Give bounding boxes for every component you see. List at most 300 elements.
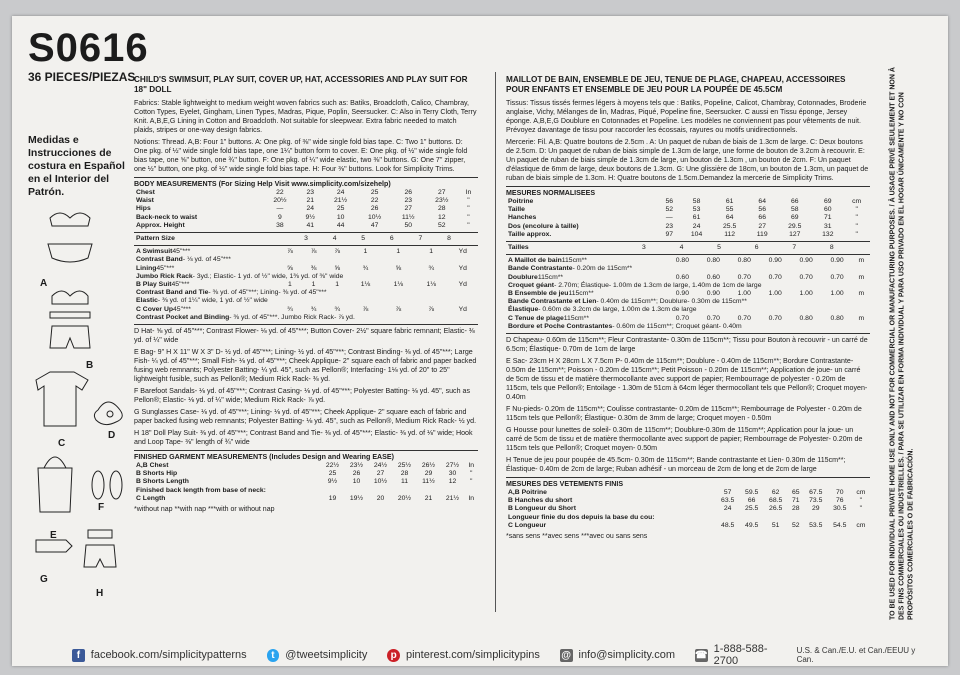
en-footnote: *without nap **with nap ***with or without nap bbox=[134, 506, 275, 514]
garment-illustrations bbox=[28, 200, 128, 600]
fr-yard-value: 0.70 bbox=[737, 273, 751, 281]
en-body-label: Hips bbox=[136, 205, 151, 213]
fr-mes-value: 64 bbox=[725, 214, 734, 222]
view-label-e: E bbox=[50, 530, 57, 541]
fr-yard-row bbox=[506, 306, 870, 314]
en-yard-value: 1⅛ bbox=[360, 281, 371, 289]
phone-region: U.S. & Can./E.U. et Can./EEUU y Can. bbox=[796, 646, 916, 664]
en-body-value: 11½ bbox=[401, 213, 415, 221]
fr-yard-value: 0.80 bbox=[675, 257, 689, 265]
fr-yardage-table bbox=[506, 257, 870, 331]
view-label-d: D bbox=[108, 430, 116, 441]
en-body-value: 24 bbox=[306, 205, 315, 213]
en-yard-label: Lining45"*** bbox=[136, 264, 175, 272]
fr-mes-value: 29.5 bbox=[788, 222, 802, 230]
fr-fin-value: 29 bbox=[811, 505, 820, 513]
en-body-value: 21 bbox=[306, 197, 315, 205]
en-fin-unit: In bbox=[468, 494, 475, 502]
en-yard-row bbox=[134, 306, 478, 314]
en-fin-value: 27 bbox=[376, 470, 385, 478]
fr-fin-value: 73.5 bbox=[809, 497, 823, 505]
fr-fin-row bbox=[506, 489, 870, 497]
footer-contacts bbox=[72, 643, 932, 667]
en-yard-value: ¾ bbox=[310, 305, 317, 313]
en-yard-label: Contrast Band- ⅛ yd. of 45"*** bbox=[136, 256, 231, 264]
en-yard-value: ⅝ bbox=[334, 264, 340, 272]
en-yard-value: ¾ bbox=[334, 305, 340, 313]
fr-fin-unit bbox=[852, 514, 870, 522]
fr-fin-value: 52 bbox=[791, 521, 800, 529]
en-body-value: 25 bbox=[336, 205, 345, 213]
fr-fin-value bbox=[828, 514, 852, 522]
en-yard-row bbox=[134, 248, 478, 256]
en-fin-label: B Shorts Length bbox=[136, 478, 189, 486]
fr-yard-unit: m bbox=[858, 314, 865, 322]
en-yard-value: ¾ bbox=[287, 305, 293, 313]
en-acc-item: H 18" Doll Play Suit- ⅜ yd. of 45"***; Contrast Band and Tie- ⅜ yd. of 45"***; Elastic- ⅜ yd. of ⅛" wide; Hook and Loop Tape- ⅜" length of ¾" wide bbox=[134, 429, 473, 447]
en-body-label: Waist bbox=[136, 197, 154, 205]
en-yard-label: Elastic- ⅜ yd. of 1¼" wide, 1 yd. of ½" wide bbox=[136, 297, 268, 305]
en-fin-value: 25½ bbox=[397, 462, 412, 470]
fr-fin-value: 51 bbox=[771, 521, 780, 529]
fr-fin-unit: cm bbox=[856, 489, 866, 497]
en-yard-row bbox=[134, 314, 478, 322]
fr-yard-row bbox=[506, 274, 870, 282]
fr-mes-value: 31 bbox=[824, 222, 832, 230]
en-fin-value bbox=[369, 487, 393, 495]
en-yard-value: 1 bbox=[363, 248, 368, 256]
en-body-value: 28 bbox=[438, 205, 446, 213]
fr-fin-value: 70 bbox=[835, 489, 844, 497]
en-body-value: 10½ bbox=[368, 213, 382, 221]
en-body-value: 20½ bbox=[273, 197, 287, 205]
fr-mes-value: 58 bbox=[790, 206, 799, 214]
en-fin-unit bbox=[465, 487, 479, 495]
twitter-icon: t bbox=[267, 649, 280, 662]
fr-yard-row bbox=[506, 323, 870, 331]
en-fin-value: 23½ bbox=[349, 462, 364, 470]
en-body-value: 21½ bbox=[333, 197, 348, 205]
fr-yard-value: 0.70 bbox=[799, 273, 813, 281]
en-body-row bbox=[134, 214, 478, 222]
fr-accessories bbox=[506, 336, 870, 474]
fr-fin-label: B Longueur du Short bbox=[508, 505, 576, 513]
usage-disclaimer-text: TO BE USED FOR INDIVIDUAL PRIVATE HOME USE ONLY AND NOT FOR COMMERCIAL OR MANUFACTURING PURPOSES. / À USAGE PRIVÉ SEULEMENT ET NON À DES FINS COMMERCIALES OU INDUSTRIELLES. / PARA SE UTILIZAR EN FORMA INDIVIDUAL Y PARA USO PRIVADO EN EL HOGAR ÚNICAMENTE Y NO CON PROPÓSITOS COMERCIALES O DE FABRICACIÓN. bbox=[889, 67, 915, 620]
en-yard-label: C Cover Up45"*** bbox=[136, 305, 191, 313]
en-size-value: 5 bbox=[361, 235, 366, 243]
en-acc-item: D Hat- ⅝ yd. of 45"***; Contrast Flower- ⅛ yd. of 45"***; Button Cover- 2½" square fabric remnant; Elastic- ⅜ yd. of ¼" wide bbox=[134, 327, 475, 345]
fr-mes-row bbox=[506, 206, 870, 214]
fr-fin-value: 53.5 bbox=[809, 521, 823, 529]
view-label-a: A bbox=[40, 278, 48, 289]
en-yard-value: ⅞ bbox=[334, 248, 340, 256]
en-body-row bbox=[134, 189, 478, 197]
en-size-row bbox=[134, 235, 478, 243]
facebook-link[interactable]: facebook.com/simplicitypatterns bbox=[90, 649, 247, 661]
fr-yard-row bbox=[506, 282, 870, 290]
en-fin-value bbox=[393, 487, 417, 495]
fr-fin-value: 30.5 bbox=[833, 505, 847, 513]
en-body-title: BODY MEASUREMENTS (For Sizing Help Visit www.simplicity.com/sizehelp) bbox=[134, 180, 391, 188]
fr-mes-value: 69 bbox=[824, 198, 832, 205]
en-size-table bbox=[134, 235, 478, 243]
fr-fin-value: 65 bbox=[791, 489, 800, 497]
fr-yard-value: 1.00 bbox=[768, 290, 782, 298]
fr-yard-value: 1.00 bbox=[830, 290, 844, 298]
fr-fin-label: Longueur finie du dos depuis la base du cou: bbox=[508, 513, 655, 521]
fr-fin-value: 66 bbox=[747, 497, 756, 505]
en-body-value: 22 bbox=[276, 189, 284, 196]
fr-yard-unit: m bbox=[858, 290, 865, 298]
en-fin-value bbox=[441, 487, 465, 495]
en-body-value: 12 bbox=[438, 213, 446, 221]
en-fin-unit: " bbox=[470, 470, 473, 478]
fr-fin-row bbox=[506, 497, 870, 505]
en-fin-value: 20 bbox=[376, 494, 385, 502]
fr-yard-value: 0.80 bbox=[830, 314, 844, 322]
fr-yard-unit: m bbox=[858, 257, 865, 265]
fr-mes-value: 56 bbox=[665, 198, 674, 205]
fr-mes-label: Taille bbox=[508, 206, 525, 214]
fr-mes-row bbox=[506, 198, 870, 206]
fr-yard-value: 1.00 bbox=[737, 290, 751, 298]
fr-fin-value bbox=[804, 514, 828, 522]
fr-yard-value: 0.90 bbox=[675, 290, 689, 298]
email-link[interactable]: info@simplicity.com bbox=[578, 649, 676, 661]
fr-yard-value: 0.70 bbox=[706, 314, 720, 322]
en-finished-table bbox=[134, 462, 478, 503]
en-yard-value: ¾ bbox=[362, 264, 369, 272]
en-body-value: 9½ bbox=[305, 213, 315, 221]
pinterest-icon: p bbox=[387, 649, 400, 662]
fr-fin-value: 68.5 bbox=[769, 497, 783, 505]
fr-mes-value: 71 bbox=[824, 214, 832, 222]
fr-yard-label: Élastique- 0.60m de 3.2cm de large, 1.00m de 1.3cm de large bbox=[508, 306, 697, 314]
fr-mes-value: 132 bbox=[822, 230, 834, 238]
fr-fin-value: 63.5 bbox=[721, 497, 735, 505]
fr-fin-row bbox=[506, 514, 870, 522]
fr-fin-value bbox=[740, 514, 764, 522]
en-fin-value: 20½ bbox=[397, 494, 412, 502]
en-yard-unit: Yd bbox=[458, 264, 467, 272]
fr-fin-value: 49.5 bbox=[745, 521, 759, 529]
en-yard-row bbox=[134, 281, 478, 289]
fr-yard-value: 1.00 bbox=[799, 290, 813, 298]
fr-mes-value: 69 bbox=[790, 214, 799, 222]
fr-mes-value: 61 bbox=[725, 198, 734, 205]
view-label-b: B bbox=[86, 360, 94, 371]
french-column bbox=[506, 75, 870, 541]
en-yard-label: Contrast Pocket and Binding- ⅜ yd. of 45"***. Jumbo Rick Rack- ⅞ yd. bbox=[136, 313, 355, 321]
fr-mes-value: 25.5 bbox=[723, 222, 737, 230]
piece-count: 36 PIECES/PIEZAS bbox=[28, 70, 136, 84]
en-body-value: 23 bbox=[404, 197, 412, 205]
en-fin-unit: " bbox=[470, 478, 473, 486]
fr-mes-value: 60 bbox=[824, 206, 832, 214]
fr-yard-value: 0.80 bbox=[799, 314, 813, 322]
view-label-f: F bbox=[98, 502, 105, 513]
fr-mes-unit: " bbox=[855, 206, 858, 214]
en-fin-value: 19½ bbox=[349, 494, 364, 502]
fr-yard-value: 0.80 bbox=[706, 257, 720, 265]
fr-mes-value: 61 bbox=[692, 214, 701, 222]
fr-fin-value: 59.5 bbox=[745, 489, 759, 497]
en-yard-value: ⅞ bbox=[362, 305, 369, 313]
fr-fin-value bbox=[788, 514, 804, 522]
en-body-value: 41 bbox=[306, 221, 315, 229]
fr-mes-unit: cm bbox=[852, 198, 862, 205]
en-yard-value: ⅜ bbox=[310, 264, 317, 272]
en-acc-item: G Sunglasses Case- ⅛ yd. of 45"***; Lining- ⅛ yd. of 45"***; Cheek Applique- 2" square each of fabric and paper backed fusing web remnants; Polyester Batting- ⅛ yd. 45", such as Pellon®, Medium Rick Rack- ½ yd. bbox=[134, 408, 477, 426]
view-label-h: H bbox=[96, 588, 104, 599]
en-yard-unit: Yd bbox=[458, 248, 467, 256]
fr-yard-value: 0.70 bbox=[768, 314, 782, 322]
en-body-label: Chest bbox=[136, 189, 155, 196]
en-yard-value: ⅝ bbox=[287, 264, 293, 272]
en-body-table bbox=[134, 189, 478, 230]
en-fin-unit: In bbox=[468, 462, 475, 470]
fr-size-unit bbox=[851, 244, 870, 252]
fr-fin-value: 28 bbox=[791, 505, 800, 513]
en-body-value: 47 bbox=[370, 221, 379, 229]
fr-mes-value: 24 bbox=[692, 222, 701, 230]
fr-mercerie: Mercerie: Fil. A,B: Quatre boutons de 2.5cm . A: Un paquet de ruban de biais de 1.3cm de large. C: Deux boutons de 2.5cm. D: Un paquet de ruban de biais simple de 1.3cm de large, une forme de bouton de 3.2cm à recouvrir. E: Un paquet de ruban de biais simple de 1.3cm de large, un bouton de 1.3cm , un bouton de 2cm. F: Un paquet d'élastique de 6mm de large, deux boutons de 1.3cm. G: Une glissière de 18cm, un bouton de 1.3cm, un paquet de ruban de biais simple de 1.3cm. H: Quatre boutons de 1.5cm.Demandez la mercerie de Simplicity Trims. bbox=[506, 138, 869, 182]
fr-mes-value: 58 bbox=[692, 198, 701, 205]
phone-icon: ☎ bbox=[695, 649, 708, 661]
twitter-link[interactable]: @tweetsimplicity bbox=[285, 649, 368, 661]
fr-mes-value: 27 bbox=[758, 222, 766, 230]
en-fin-value: 25 bbox=[328, 470, 337, 478]
en-size-label: Pattern Size bbox=[136, 235, 175, 243]
fr-yard-value: 0.70 bbox=[830, 273, 844, 281]
en-fin-value: 26 bbox=[352, 470, 361, 478]
en-yard-value: 1 bbox=[429, 248, 434, 256]
en-body-row bbox=[134, 205, 478, 213]
fr-yard-value: 0.90 bbox=[799, 257, 813, 265]
en-fin-value: 27½ bbox=[445, 462, 460, 470]
fr-yard-value: 0.90 bbox=[768, 257, 782, 265]
en-yard-value: ⅞ bbox=[310, 248, 317, 256]
en-yard-value: 1⅛ bbox=[426, 281, 436, 289]
fr-acc-item: E Sac- 23cm H X 28cm L X 7.5cm P- 0.40m de 115cm**; Doublure - 0.40m de 115cm**; Bordure Contrastante- 0.50m de 115cm**; Poisson - 0.20m de 115cm**; Petit Poisson - 0.20m de 115cm**; Application de joue- un carré de 5cm de tissu et de matière thermocollante avec support de papier; Rembourrage de polyester - 0.20m de 115cm, tels que Pellon®; Entoilage - 1.30m de 51cm à 64cm léger thermocollant tels que Pellon®; Croquet moyen- 0.40m bbox=[506, 357, 868, 402]
en-fin-row bbox=[134, 478, 478, 486]
fr-yard-value: 0.90 bbox=[706, 290, 720, 298]
view-label-c: C bbox=[58, 438, 66, 449]
fr-fin-value: 57 bbox=[723, 489, 732, 497]
fr-fin-value: 67.5 bbox=[809, 489, 823, 497]
fr-fin-value: 62 bbox=[771, 489, 780, 497]
fr-size-table bbox=[506, 244, 870, 252]
en-body-value: 52 bbox=[438, 221, 446, 229]
fr-size-value: 3 bbox=[642, 244, 646, 252]
fr-mes-row bbox=[506, 214, 870, 222]
en-notions: Notions: Thread. A,B: Four 1" buttons. A: One pkg. of ⅜" wide single fold bias tape. C: Two 1" buttons. D: One pkg. of ½" wide single fold bias tape, one 1¼" button form to cover. E: One pkg. of ½" wide single fold bias tape, one ⅝" button, one ¾" button. F: One pkg. of ¼" wide elastic, two ⅜" buttons. G: One 7" zipper, one ½" button, one pkg. of ½" wide single fold bias tape. H: Four ⅜" buttons. Look for Simplicity Trims. bbox=[134, 138, 468, 173]
en-body-value: 23½ bbox=[435, 197, 449, 205]
fr-size-value: 5 bbox=[717, 244, 721, 252]
line-drawings bbox=[28, 200, 128, 600]
en-fin-row bbox=[134, 487, 478, 495]
en-fin-label: C Length bbox=[136, 494, 166, 502]
fr-yard-value: 0.80 bbox=[737, 257, 751, 265]
en-fin-label: Finished back length from base of neck: bbox=[136, 486, 266, 494]
fr-fin-unit: cm bbox=[856, 521, 866, 529]
en-body-value: 27 bbox=[438, 189, 446, 196]
en-accessories bbox=[134, 327, 478, 447]
fr-yard-value: 0.70 bbox=[675, 314, 689, 322]
en-body-value: 24 bbox=[336, 189, 345, 196]
en-fin-value: 24½ bbox=[373, 462, 388, 470]
usage-disclaimer bbox=[872, 60, 932, 620]
fr-yard-label: Croquet géant- 2.70m; Élastique- 1.00m de 1.3cm de large, 1.40m de 1cm de large bbox=[508, 281, 762, 289]
fr-yard-value: 0.70 bbox=[737, 314, 751, 322]
fr-tissus: Tissus: Tissus tissés fermes légers à moyens tels que : Batiks, Popeline, Calicot, Chambray, Cotonnades, Broderie anglaise, Vichy, Mélanges de lin, Madras, Piqué, Popeline fine, Seersucker. C aussi en Tissu éponge, Jersey éponge. A,B,E,G Doublure en Cotonnades et Popeline. Les modèles ne conviennent pas pour vêtements de nuit. Prévoyez davantage de tissu pour raccorder les écossais, rayures ou motifs unidirectionnels. bbox=[506, 99, 867, 134]
en-yard-row bbox=[134, 273, 478, 281]
view-label-g: G bbox=[40, 574, 48, 585]
fr-acc-item: H Tenue de jeu pour poupée de 45.5cm- 0.30m de 115cm**; Bande contrastante et Lien- 0.30m de 115cm**; Élastique- 0.40m de 2cm de large; Ruban adhésif - un morceau de 2cm de long et de 2cm de large bbox=[506, 456, 846, 474]
fr-mes-unit: " bbox=[855, 230, 858, 238]
en-fin-value: 12 bbox=[448, 478, 457, 486]
fr-mes-table bbox=[506, 198, 870, 239]
en-yard-label: B Play Suit45"*** bbox=[136, 281, 190, 289]
fr-fin-label: C Longueur bbox=[508, 521, 547, 529]
en-yard-value: 1 bbox=[396, 248, 401, 256]
en-acc-item: E Bag- 9" H X 11" W X 3" D- ½ yd. of 45"***; Lining- ½ yd. of 45"***; Contrast Binding- ⅜ yd. of 45"***; Large Fish- ¼ yd. of 45"***; Small Fish- ⅛ yd. of 45"***; Cheek Applique- 2" square each of fabric and paper backed fusing web remnants; Polyester Batting- ¼ yd. 45", such as Pellon®; Interfacing- 1⅛ yd. of 20" to 25" lightweight fusible, such as Pellon®; Medium Rick Rack- ⅜ yd. bbox=[134, 348, 477, 384]
en-yard-label: Jumbo Rick Rack- 3yd.; Elastic- 1 yd. of ½" wide, 1⅜ yd. of ⅜" wide bbox=[136, 272, 344, 280]
en-body-value: — bbox=[276, 205, 284, 213]
fr-mes-value: 66 bbox=[790, 198, 799, 205]
fr-fin-value: 54.5 bbox=[833, 521, 847, 529]
en-body-value: 38 bbox=[276, 221, 284, 229]
fr-size-label: Tailles bbox=[508, 244, 529, 252]
fr-mes-row bbox=[506, 231, 870, 239]
en-fin-value: 11 bbox=[400, 478, 409, 486]
pinterest-link[interactable]: pinterest.com/simplicitypins bbox=[406, 649, 540, 661]
en-body-value: 26 bbox=[370, 205, 379, 213]
en-fin-value: 10 bbox=[352, 478, 361, 486]
fr-yard-label: Bande Contrastante et Lien- 0.40m de 115cm**; Doublure- 0.30m de 115cm** bbox=[508, 298, 747, 306]
en-size-value: 6 bbox=[389, 235, 394, 243]
en-body-value: 26 bbox=[404, 189, 412, 196]
fr-fin-value: 26.5 bbox=[769, 505, 783, 513]
fr-acc-item: D Chapeau- 0.60m de 115cm**; Fleur Contrastante- 0.30m de 115cm**; Tissu pour Bouton à recouvrir - un carré de 6.5cm; Élastique- 0.70m de 1cm de large bbox=[506, 336, 868, 354]
fr-mes-value: 55 bbox=[725, 206, 734, 214]
en-yard-unit: Yd bbox=[458, 305, 467, 313]
en-body-unit: " bbox=[467, 197, 470, 205]
en-fin-value bbox=[321, 487, 345, 495]
fr-mes-label: Poitrine bbox=[508, 198, 534, 205]
fr-yard-value: 0.60 bbox=[706, 273, 720, 281]
en-yard-value: 1 bbox=[335, 281, 340, 289]
en-body-value: 44 bbox=[336, 221, 345, 229]
english-column bbox=[134, 75, 478, 514]
fr-fin-value bbox=[764, 514, 788, 522]
fr-mes-value: 23 bbox=[665, 222, 674, 230]
fr-mes-value: 104 bbox=[690, 230, 703, 238]
fr-mes-label: Taille approx. bbox=[508, 230, 552, 238]
fr-mes-value: 53 bbox=[692, 206, 701, 214]
en-body-value: 27 bbox=[404, 205, 412, 213]
en-yard-label: A Swimsuit45"*** bbox=[136, 248, 191, 256]
fr-mes-value: 112 bbox=[724, 230, 736, 238]
fr-mes-label: Dos (encolure à taille) bbox=[508, 222, 579, 230]
fr-fin-row bbox=[506, 505, 870, 513]
en-fin-label: B Shorts Hip bbox=[136, 470, 178, 478]
en-body-unit: " bbox=[467, 221, 470, 229]
en-fin-value: 26½ bbox=[421, 462, 436, 470]
pattern-code: S0616 bbox=[28, 26, 149, 70]
facebook-icon: f bbox=[72, 649, 85, 662]
en-body-value: 10 bbox=[336, 213, 345, 221]
fr-yard-label: C Tenue de plage115cm** bbox=[508, 314, 589, 322]
en-fabrics: Fabrics: Stable lightweight to medium weight woven fabrics such as: Batiks, Broadcloth, Calico, Chambray, Cotton Types, Eyelet, Gingham, Linen Types, Madras, Pique, Poplin, Seersucker. C: Also in Terry Cloth, Terry Knit. A,B,E,G Lining in Cotton and Broadcloth. Not suitable for sleepwear. Extra fabric needed to match plaids, stripes or one-way design fabrics. bbox=[134, 99, 477, 134]
fr-size-value: 8 bbox=[829, 244, 834, 252]
en-size-unit bbox=[463, 235, 478, 243]
fr-yard-value: 0.90 bbox=[830, 257, 844, 265]
fr-yard-label: A Maillot de bain115cm** bbox=[508, 257, 587, 265]
en-fin-label: A,B Chest bbox=[136, 462, 169, 470]
fr-yard-row bbox=[506, 265, 870, 273]
en-fin-row bbox=[134, 462, 478, 470]
fr-title: MAILLOT DE BAIN, ENSEMBLE DE JEU, TENUE DE PLAGE, CHAPEAU, ACCESSOIRES POUR ENFANTS ET ENSEMBLE DE JEU POUR LA POUPÉE DE 45.5CM bbox=[506, 75, 846, 94]
en-fin-value: 30 bbox=[448, 470, 457, 478]
en-acc-item: F Barefoot Sandals- ⅛ yd. of 45"***; Contrast Casing- ⅛ yd. of 45"***; Polyester Batting- ⅛ yd. 45", such as Pellon®; Elastic- ⅛ yd. of ¼" wide; Medium Rick Rack- ⅞ yd. bbox=[134, 387, 471, 405]
en-size-value: 3 bbox=[304, 235, 308, 243]
en-body-value: 23 bbox=[306, 189, 315, 196]
en-fin-value: 21½ bbox=[445, 494, 460, 502]
fr-fin-row bbox=[506, 522, 870, 530]
en-fin-value: 28 bbox=[400, 470, 409, 478]
en-body-unit: " bbox=[467, 213, 470, 221]
en-size-value: 4 bbox=[332, 235, 337, 243]
en-yard-label: Contrast Band and Tie- ⅜ yd. of 45"***; Lining- ⅜ yd. of 45"*** bbox=[136, 289, 327, 297]
spanish-note: Medidas e Instrucciones de costura en Español en el Interior del Patrón. bbox=[28, 134, 125, 198]
fr-fin-value: 48.5 bbox=[721, 521, 735, 529]
fr-yard-row bbox=[506, 315, 870, 323]
fr-yard-label: B Ensemble de jeu115cm** bbox=[508, 290, 594, 298]
fr-yard-value: 0.60 bbox=[675, 273, 689, 281]
fr-yard-row bbox=[506, 257, 870, 265]
fr-mes-value: — bbox=[665, 214, 673, 222]
fr-fin-value: 76 bbox=[835, 497, 844, 505]
fr-mes-unit: " bbox=[855, 222, 858, 230]
en-yard-value: 1⅛ bbox=[393, 281, 404, 289]
fr-mes-row bbox=[506, 223, 870, 231]
fr-size-row bbox=[506, 244, 870, 252]
en-yard-unit: Yd bbox=[458, 281, 467, 289]
fr-yard-label: Doublure115cm** bbox=[508, 273, 564, 281]
en-body-label: Approx. Height bbox=[136, 221, 185, 229]
en-yard-value: ⅞ bbox=[395, 305, 402, 313]
fr-mes-value: 64 bbox=[758, 198, 766, 205]
fr-fin-value: 24 bbox=[723, 505, 732, 513]
email-icon: @ bbox=[561, 649, 571, 661]
en-body-value: 9 bbox=[278, 213, 282, 221]
fr-fin-label: B Hanches du short bbox=[508, 497, 573, 505]
en-yard-row bbox=[134, 297, 478, 305]
en-body-value: 25 bbox=[370, 189, 379, 196]
fr-acc-item: F Nu-pieds- 0.20m de 115cm**; Coulisse contrastante- 0.20m de 115cm**; Rembourrage de Polyester - 0.20m de 115cm tels que Pellon®; Élastique- 0.30m de 3mm de large; Croquet moyen - 0.50m bbox=[506, 405, 862, 423]
en-yard-value: ¾ bbox=[428, 264, 434, 272]
en-fin-value: 29 bbox=[424, 470, 433, 478]
column-divider bbox=[495, 72, 496, 612]
header bbox=[28, 28, 149, 84]
en-body-value: 50 bbox=[404, 221, 412, 229]
fr-finished-title: MESURES DES VETEMENTS FINIS bbox=[506, 480, 624, 489]
en-yard-value: ⅝ bbox=[395, 264, 402, 272]
en-yard-value: 1 bbox=[311, 281, 316, 289]
fr-fin-value: 71 bbox=[791, 497, 800, 505]
fr-mes-unit: " bbox=[855, 214, 858, 222]
